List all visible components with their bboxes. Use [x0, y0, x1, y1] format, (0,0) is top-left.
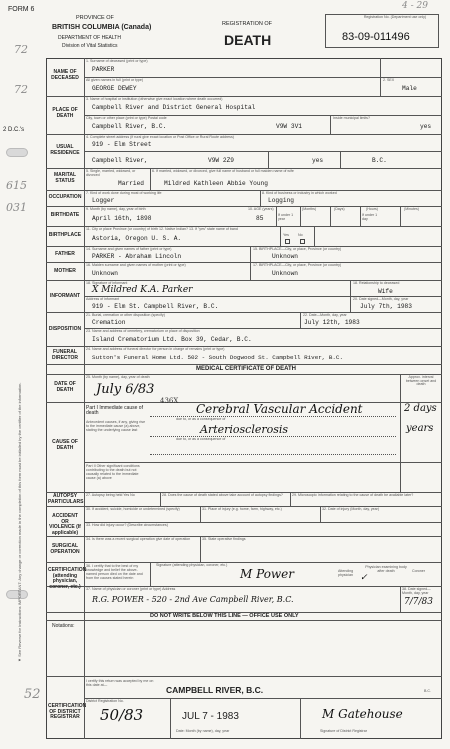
interval-hint: Approx. interval between onset and death	[405, 375, 437, 387]
interval-a: 2 days	[404, 403, 437, 414]
reg-no: 83-09-011496	[342, 31, 410, 43]
divider	[250, 246, 251, 280]
registrar-certify: I certify this return was accepted by me on this date at—	[86, 679, 154, 687]
divider	[170, 698, 171, 739]
divider	[300, 698, 301, 739]
pencil-corner: 4 - 29	[402, 1, 428, 11]
header-division: Division of Vital Statistics	[62, 43, 118, 49]
divider	[400, 206, 401, 226]
divider	[276, 206, 277, 226]
informant-address-hint: Address of informant	[86, 297, 120, 301]
native-no-box	[300, 239, 305, 244]
physician-address-hint: 37. Name of physician or coroner (print or type) Address	[86, 587, 176, 591]
label-occupation: OCCUPATION	[48, 194, 82, 200]
inside-limits: yes	[420, 123, 432, 130]
label-autopsy: AUTOPSY PARTICULARS	[48, 493, 84, 505]
cert-date: 7/7/83	[404, 597, 433, 607]
occupation-hint: 7. Kind of work done during most of working life	[86, 191, 162, 195]
registrar-no-hint: District Registration No.	[86, 699, 124, 703]
surname-hint: 1. Surname of deceased (print or type)	[86, 59, 148, 63]
city-hint: City, town or other place (print or type) Postal code	[86, 116, 167, 120]
birthdate: April 16th, 1898	[92, 215, 152, 222]
divider	[320, 506, 321, 522]
occupation: Logger	[92, 197, 115, 204]
physician-signature: M Power	[240, 567, 295, 581]
father-birthplace: Unknown	[272, 253, 298, 260]
label-name-of-deceased: NAME OF DECEASED	[51, 69, 79, 81]
industry: Logging	[268, 197, 294, 204]
signature-hint: Signature (attending physician, coroner, etc.)	[156, 563, 228, 567]
surname: PARKER	[92, 66, 115, 73]
relationship-hint: 18. Relationship to deceased	[353, 281, 400, 285]
divider	[150, 562, 151, 586]
spouse-name: Mildred Kathleen Abbie Young	[164, 180, 268, 187]
reg-no-label: Registration No. (Department use only)	[363, 15, 427, 19]
father-hint: 14. Surname and given names of father (print or type)	[86, 247, 172, 251]
under-one-day: If under 1 day	[362, 213, 378, 221]
label-mother: MOTHER	[54, 268, 76, 274]
divider	[300, 312, 301, 328]
interval-b: years	[406, 423, 434, 434]
residence-province: B.C.	[372, 157, 387, 164]
divider	[330, 115, 331, 134]
divider	[350, 280, 351, 296]
date-injury-hint: 32. Date of injury (Month, day, year)	[322, 507, 380, 511]
divider	[400, 586, 401, 612]
divider	[290, 492, 291, 506]
form-number: FORM 6	[8, 6, 35, 13]
spouse-hint: 6. If married, widowed, or divorced, give full name of husband or full maiden name of wife	[152, 169, 294, 173]
certify-hint: 36. I certify that to the best of my knowledge and belief the above-named person died on the date and from the causes stated herein	[86, 564, 143, 581]
registrar-signature: M Gatehouse	[322, 707, 403, 721]
sex: Male	[402, 85, 417, 92]
label-place-of-death: PLACE OF DEATH	[52, 107, 78, 119]
divider	[314, 226, 315, 246]
native-yes: Yes	[283, 233, 289, 237]
pencil-note: 72	[14, 43, 28, 56]
divider	[84, 462, 442, 463]
age-hint: 10. AGE (years)	[248, 207, 274, 211]
residence-inside: yes	[312, 157, 324, 164]
funeral-hint: 24. Name and address of funeral director for person in charge of remains (print or type)	[86, 347, 225, 351]
label-father: FATHER	[55, 251, 75, 257]
medical-title: MEDICAL CERTIFICATE OF DEATH	[196, 366, 296, 372]
given-hint: All given names in full (print or type)	[86, 78, 144, 82]
divider	[200, 536, 201, 562]
notations-label: Notations:	[52, 623, 75, 629]
findings-hint: 28. Does the cause of death stated above take account of autopsy findings?	[162, 493, 283, 497]
registrar-bc: B.C.	[424, 689, 431, 693]
death-date-hint: 25. Month (by name), day, year of death	[86, 375, 150, 379]
registrar-signature-hint: Signature of District Registrar	[320, 729, 367, 733]
registrar-district: CAMPBELL RIVER, B.C.	[166, 685, 264, 695]
registration-date: JUL 7 - 1983	[182, 711, 239, 722]
surgery-findings-hint: 35. State operative findings	[202, 537, 246, 541]
father-birthplace-hint: 15. BIRTHPLACE—City, or place, Province (or country)	[253, 247, 342, 251]
father-name: PARKER - Abraham Lincoln	[92, 253, 182, 260]
hospital: Campbell River and District General Hospital	[92, 104, 256, 111]
relationship: Wife	[378, 288, 393, 295]
label-accident: ACCIDENT OR VIOLENCE (If applicable)	[49, 513, 81, 536]
examining-label: Physician examining body after death	[365, 565, 407, 573]
side-instructions: ▼ See Reverse for Instructions IMPORTANT: Any change or correction made in the completion of this form must be initialled by the certifier of the information.	[17, 382, 22, 662]
informant-signature-hint: 18. Signature of informant	[86, 281, 128, 285]
due-to-b: due to, or as a consequence of	[176, 437, 226, 441]
date-signed-hint: 20. Date signed—Month, day, year	[353, 297, 409, 301]
days-hint: (Days)	[334, 207, 345, 211]
divider	[380, 58, 381, 96]
cause-c-line	[150, 454, 396, 455]
divider	[150, 168, 151, 190]
funeral-director: Sutton's Funeral Home Ltd. 502 - South Dogwood St. Campbell River, B.C.	[92, 354, 343, 361]
mother-hint: 16. Maiden surname and given names of mother (print or type)	[86, 263, 186, 267]
office-use-banner: DO NOT WRITE BELOW THIS LINE — OFFICE USE ONLY	[150, 613, 299, 619]
label-marital-status: MARITAL STATUS	[53, 172, 77, 184]
divider	[268, 151, 269, 168]
given-names: GEORGE DEWEY	[92, 85, 137, 92]
microscopic-hint: 29. Microscopic information relating to the cause of death be available later?	[292, 493, 414, 497]
part1-hint: Part I Immediate cause of death	[86, 405, 143, 416]
informant-signature: X Mildred K.A. Parker	[92, 285, 193, 295]
registration-of: REGISTRATION OF	[222, 21, 273, 27]
divider	[360, 206, 361, 226]
pencil-note: 615	[6, 179, 27, 192]
registration-date-hint: Date: Month (by name), day, year	[176, 729, 230, 733]
pencil-note: 031	[6, 201, 27, 214]
marital-status: Married	[118, 180, 144, 187]
hours-hint: (Hours)	[366, 207, 378, 211]
attending-check: ✓	[360, 573, 368, 583]
divider	[400, 374, 401, 492]
death-city: Campbell River, B.C.	[92, 123, 167, 130]
disposition-date-hint: 22. Date—Month, day, year	[303, 313, 347, 317]
divider	[350, 296, 351, 312]
inside-hint: Inside municipal limits?	[333, 116, 370, 120]
informant-address: 919 - Elm St. Campbell River, B.C.	[92, 303, 219, 310]
divider	[46, 676, 442, 677]
disposition-date: July 12th, 1983	[304, 319, 360, 326]
cause-b: Arteriosclerosis	[200, 423, 289, 436]
surgery-hint: 34. Is there was a recent surgical operation give date of operation	[86, 537, 191, 541]
due-to-a: due to, or as a consequence of	[176, 417, 226, 421]
header-bc: BRITISH COLUMBIA (Canada)	[52, 24, 152, 31]
label-funeral-director: FUNERAL DIRECTOR	[51, 349, 79, 361]
label-usual-residence: USUAL RESIDENCE	[50, 144, 80, 156]
native-yes-box	[285, 239, 290, 244]
divider	[84, 698, 442, 699]
label-certification: CERTIFICATION (attending physician, coroner, etc.)	[48, 567, 87, 590]
mother-name: Unknown	[92, 270, 118, 277]
label-cause-of-death: CAUSE OF DEATH	[52, 439, 78, 451]
divider	[280, 226, 281, 246]
divider	[300, 206, 301, 226]
minutes-hint: (Minutes)	[404, 207, 419, 211]
sex-hint: 2. SEX	[383, 78, 395, 82]
death-date: July 6/83	[96, 382, 155, 397]
divider	[340, 151, 341, 168]
cause-code: 436X	[160, 397, 179, 405]
divider	[260, 190, 261, 206]
label-birthplace: BIRTHPLACE	[48, 232, 82, 238]
place-injury-hint: 31. Place of injury (e.g. home, farm, highway, etc.)	[202, 507, 282, 511]
under-one-year: If under 1 year	[278, 213, 294, 221]
label-surgical: SURGICAL OPERATION	[50, 543, 80, 555]
pencil-note: 52	[24, 687, 41, 702]
how-injury-hint: 33. How did injury occur? (Describe circumstances)	[86, 523, 168, 527]
residence-hint: 4. Complete street address (if rural give exact location or Post Office or Rural Route address)	[86, 135, 234, 139]
divider	[84, 151, 442, 152]
label-birthdate: BIRTHDATE	[50, 212, 80, 218]
attending-label: Attending physician	[338, 569, 354, 577]
divider	[46, 562, 442, 563]
residence-city: Campbell River,	[92, 157, 148, 164]
age: 85	[256, 215, 264, 222]
birthplace-hint: 11. City or place Province (or country) of birth 12. Native Indian? 13. If "yes" state name of band	[86, 227, 238, 231]
label-disposition: DISPOSITION	[48, 326, 82, 332]
street-address: 919 - Elm Street	[92, 141, 152, 148]
death-postal: V9W 3V1	[276, 123, 302, 130]
divider	[200, 506, 201, 522]
disposition-hint: 21. Burial, cremation or other disposition (specify)	[86, 313, 165, 317]
cemetery-hint: 23. Name and address of cemetery, crematorium or place of disposition	[86, 329, 200, 333]
residence-postal: V9W 2Z9	[208, 157, 234, 164]
label-informant: INFORMANT	[50, 293, 80, 299]
part2-hint: Part II Other significant conditions contributing to the death but not causally related to the immediate cause (a) above	[86, 464, 140, 481]
label-column-divider	[84, 58, 85, 739]
pencil-note: 72	[14, 83, 28, 96]
months-hint: (Months)	[302, 207, 317, 211]
hospital-hint: 3. Name of hospital or institution (otherwise give exact location where death occurred)	[86, 97, 223, 101]
cause-a: Cerebral Vascular Accident	[196, 402, 363, 416]
antecedent-hint: Antecedent causes, if any, giving rise to the immediate cause (a) above, stating the underlying cause last	[86, 420, 146, 433]
label-date-of-death: DATE OF DEATH	[54, 381, 76, 393]
native-no: No	[298, 233, 303, 237]
birthdate-hint: 9. Month (by name), day, year of birth	[86, 207, 146, 211]
birthplace: Astoria, Oregon U. S. A.	[92, 235, 182, 242]
disposition: Cremation	[92, 319, 126, 326]
industry-hint: 8. Kind of business or industry in which worked	[262, 191, 337, 195]
mother-birthplace: Unknown	[272, 270, 298, 277]
marital-hint: 5. Single, married, widowed, or divorced	[86, 169, 136, 177]
label-registrar: CERTIFICATION OF DISTRICT REGISTRAR	[48, 703, 87, 720]
dcs-note: 2 D.C.'s	[3, 127, 25, 133]
divider	[46, 364, 442, 365]
coroner-label: Coroner	[412, 569, 425, 573]
registrar-no: 50/83	[100, 706, 144, 724]
accident-hint: 30. If accident, suicide, homicide or undetermined (specify)	[86, 507, 180, 511]
punch-hole	[6, 148, 28, 157]
physician-address: R.G. POWER - 520 - 2nd Ave Campbell River, B.C.	[92, 595, 294, 604]
divider	[160, 492, 161, 506]
divider	[330, 206, 331, 226]
cemetery: Island Crematorium Ltd. Box 39, Cedar, B.C.	[92, 336, 252, 343]
autopsy-hint: 27. Autopsy being held Yes No	[86, 493, 135, 497]
mother-birthplace-hint: 17. BIRTHPLACE—City, or place, Province (or country)	[253, 263, 342, 267]
form-title: DEATH	[224, 32, 272, 48]
divider	[46, 620, 442, 621]
cert-date-hint: 38. Date signed—Month, day, year	[402, 587, 431, 595]
header-dept: DEPARTMENT OF HEALTH	[58, 35, 121, 41]
header-province: PROVINCE OF	[76, 15, 114, 21]
date-signed: July 7th, 1983	[360, 303, 412, 310]
